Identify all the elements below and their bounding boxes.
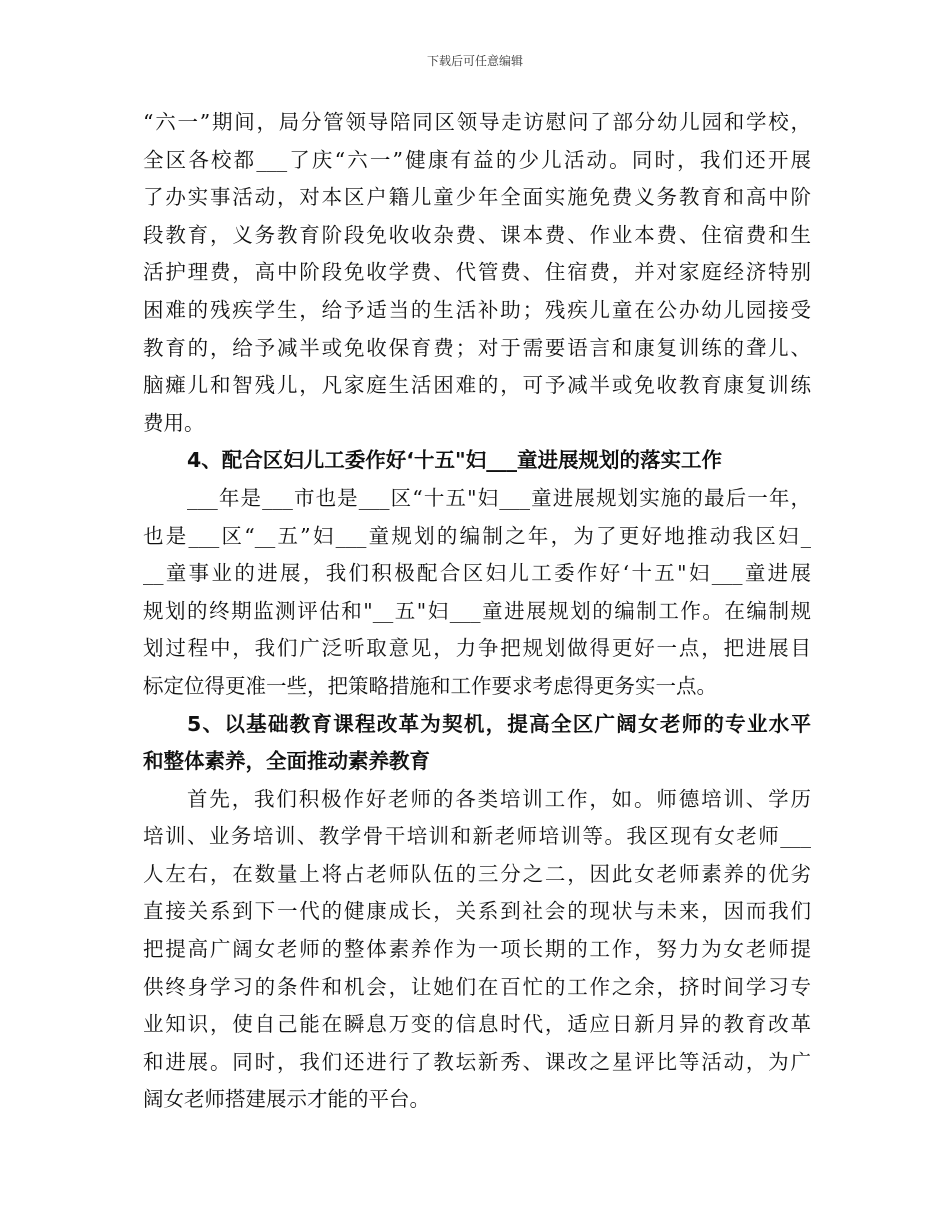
paragraph-line: 了办实事活动，对本区户籍儿童少年全面实施免费义务教育和高中阶 [143, 185, 811, 210]
paragraph-line: 规划的终期监测评估和"__五"妇___童进展规划的编制工作。在编制规 [143, 598, 811, 623]
paragraph-line: 供终身学习的条件和机会，让她们在百忙的工作之余，挤时间学习专 [143, 974, 811, 999]
paragraph-line: 标定位得更准一些，把策略措施和工作要求考虑得更务实一点。 [143, 673, 717, 698]
paragraph-line: 和进展。同时，我们还进行了教坛新秀、课改之星评比等活动，为广 [143, 1049, 811, 1074]
section-heading: 4、配合区妇儿工委作好‘十五"妇___童进展规划的落实工作 [187, 448, 722, 473]
page-header: 下载后可任意编辑 [426, 54, 523, 68]
paragraph-line: 阔女老师搭建展示才能的平台。 [143, 1087, 430, 1112]
paragraph-line: 划过程中，我们广泛听取意见，力争把规划做得更好一点，把进展目 [143, 636, 811, 661]
paragraph-line: “六一”期间，局分管领导陪同区领导走访慰问了部分幼儿园和学校， [143, 110, 811, 134]
paragraph-line: 直接关系到下一代的健康成长，关系到社会的现状与未来，因而我们 [143, 899, 811, 924]
paragraph-line: 困难的残疾学生，给予适当的生活补助；残疾儿童在公办幼儿园接受 [143, 297, 811, 322]
paragraph-line: 培训、业务培训、教学骨干培训和新老师培训等。我区现有女老师___ [143, 824, 811, 849]
paragraph-line: 全区各校都___了庆“六一”健康有益的少儿活动。同时，我们还开展 [143, 147, 811, 172]
paragraph-line: 段教育，义务教育阶段免收收杂费、课本费、作业本费、住宿费和生 [143, 222, 811, 247]
paragraph-line: 脑瘫儿和智残儿，凡家庭生活困难的，可予减半或免收教育康复训练 [143, 373, 811, 398]
paragraph-line: 也是___区“__五”妇___童规划的编制之年，为了更好地推动我区妇_ [143, 523, 811, 548]
paragraph-line: 费用。 [143, 410, 205, 435]
paragraph-line: 把提高广阔女老师的整体素养作为一项长期的工作，努力为女老师提 [143, 937, 811, 962]
section-heading: 5、以基础教育课程改革为契机，提高全区广阔女老师的专业水平 [187, 711, 811, 736]
paragraph-line: 首先，我们积极作好老师的各类培训工作，如。师德培训、学历 [187, 786, 811, 811]
paragraph-line: ___年是___市也是___区“十五"妇___童进展规划实施的最后一年， [187, 485, 811, 510]
paragraph-line: 教育的，给予减半或免收保育费；对于需要语言和康复训练的聋儿、 [143, 335, 811, 360]
paragraph-line: 人左右，在数量上将占老师队伍的三分之二，因此女老师素养的优劣 [143, 861, 811, 886]
paragraph-line: __童事业的进展，我们积极配合区妇儿工委作好‘十五"妇___童进展 [143, 561, 811, 586]
document-body [143, 104, 811, 1119]
paragraph-line: 活护理费，高中阶段免收学费、代管费、住宿费，并对家庭经济特别 [143, 260, 811, 285]
paragraph-line: 业知识，使自己能在瞬息万变的信息时代，适应日新月异的教育改革 [143, 1012, 811, 1037]
section-heading: 和整体素养，全面推动素养教育 [143, 749, 430, 774]
